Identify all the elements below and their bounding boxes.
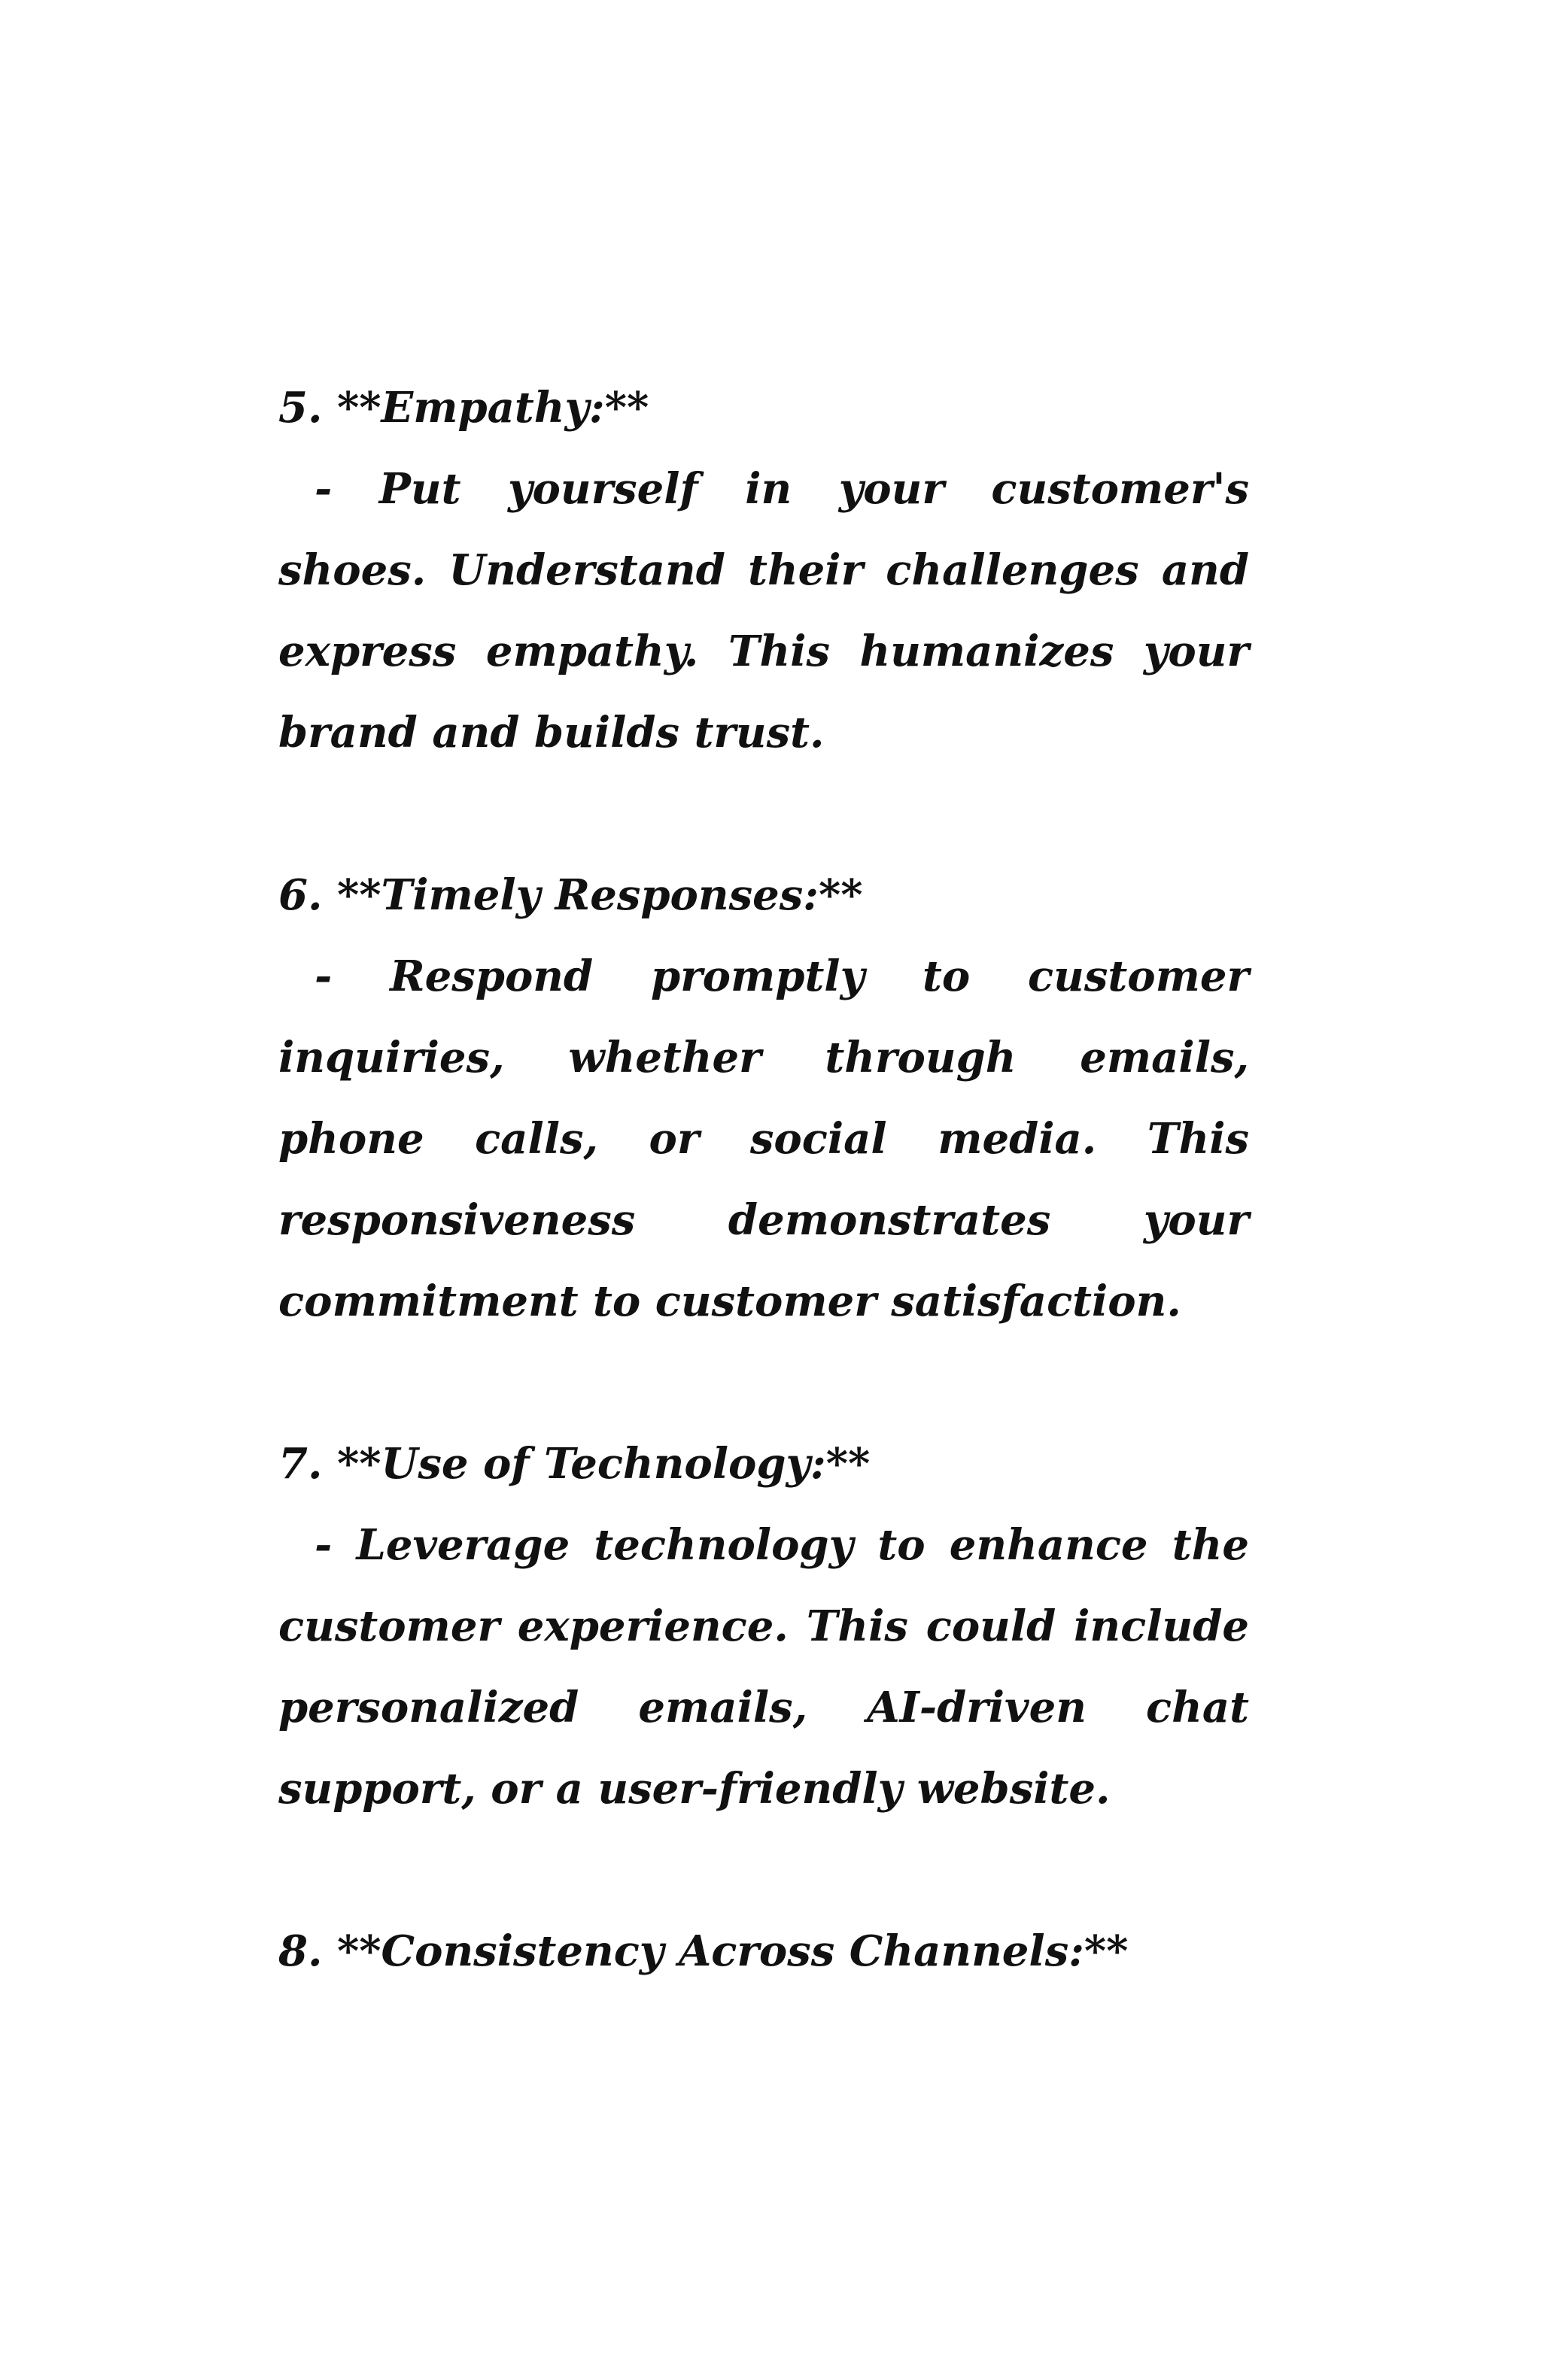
section-heading: 7. **Use of Technology:** <box>278 1439 871 1489</box>
section-heading: 6. **Timely Responses:** <box>278 870 863 920</box>
document-body <box>278 367 1249 1992</box>
section-paragraph: - Leverage technology to enhance the customer experience. This could include personalized emails, AI-driven chat support, or a user-friendly website. <box>278 1520 1249 1814</box>
section-empathy <box>278 367 1249 773</box>
section-heading: 5. **Empathy:** <box>278 383 649 433</box>
section-consistency-across-channels <box>278 1911 1249 1992</box>
section-timely-responses <box>278 855 1249 1342</box>
section-heading: 8. **Consistency Across Channels:** <box>278 1926 1129 1976</box>
section-use-of-technology <box>278 1423 1249 1829</box>
section-paragraph: - Put yourself in your customer's shoes. Understand their challenges and express empathy. This humanizes your brand and builds trust. <box>278 464 1249 757</box>
section-paragraph: - Respond promptly to customer inquiries, whether through emails, phone calls, or social media. This responsiveness demonstrates your commitment to customer satisfaction. <box>278 952 1249 1326</box>
